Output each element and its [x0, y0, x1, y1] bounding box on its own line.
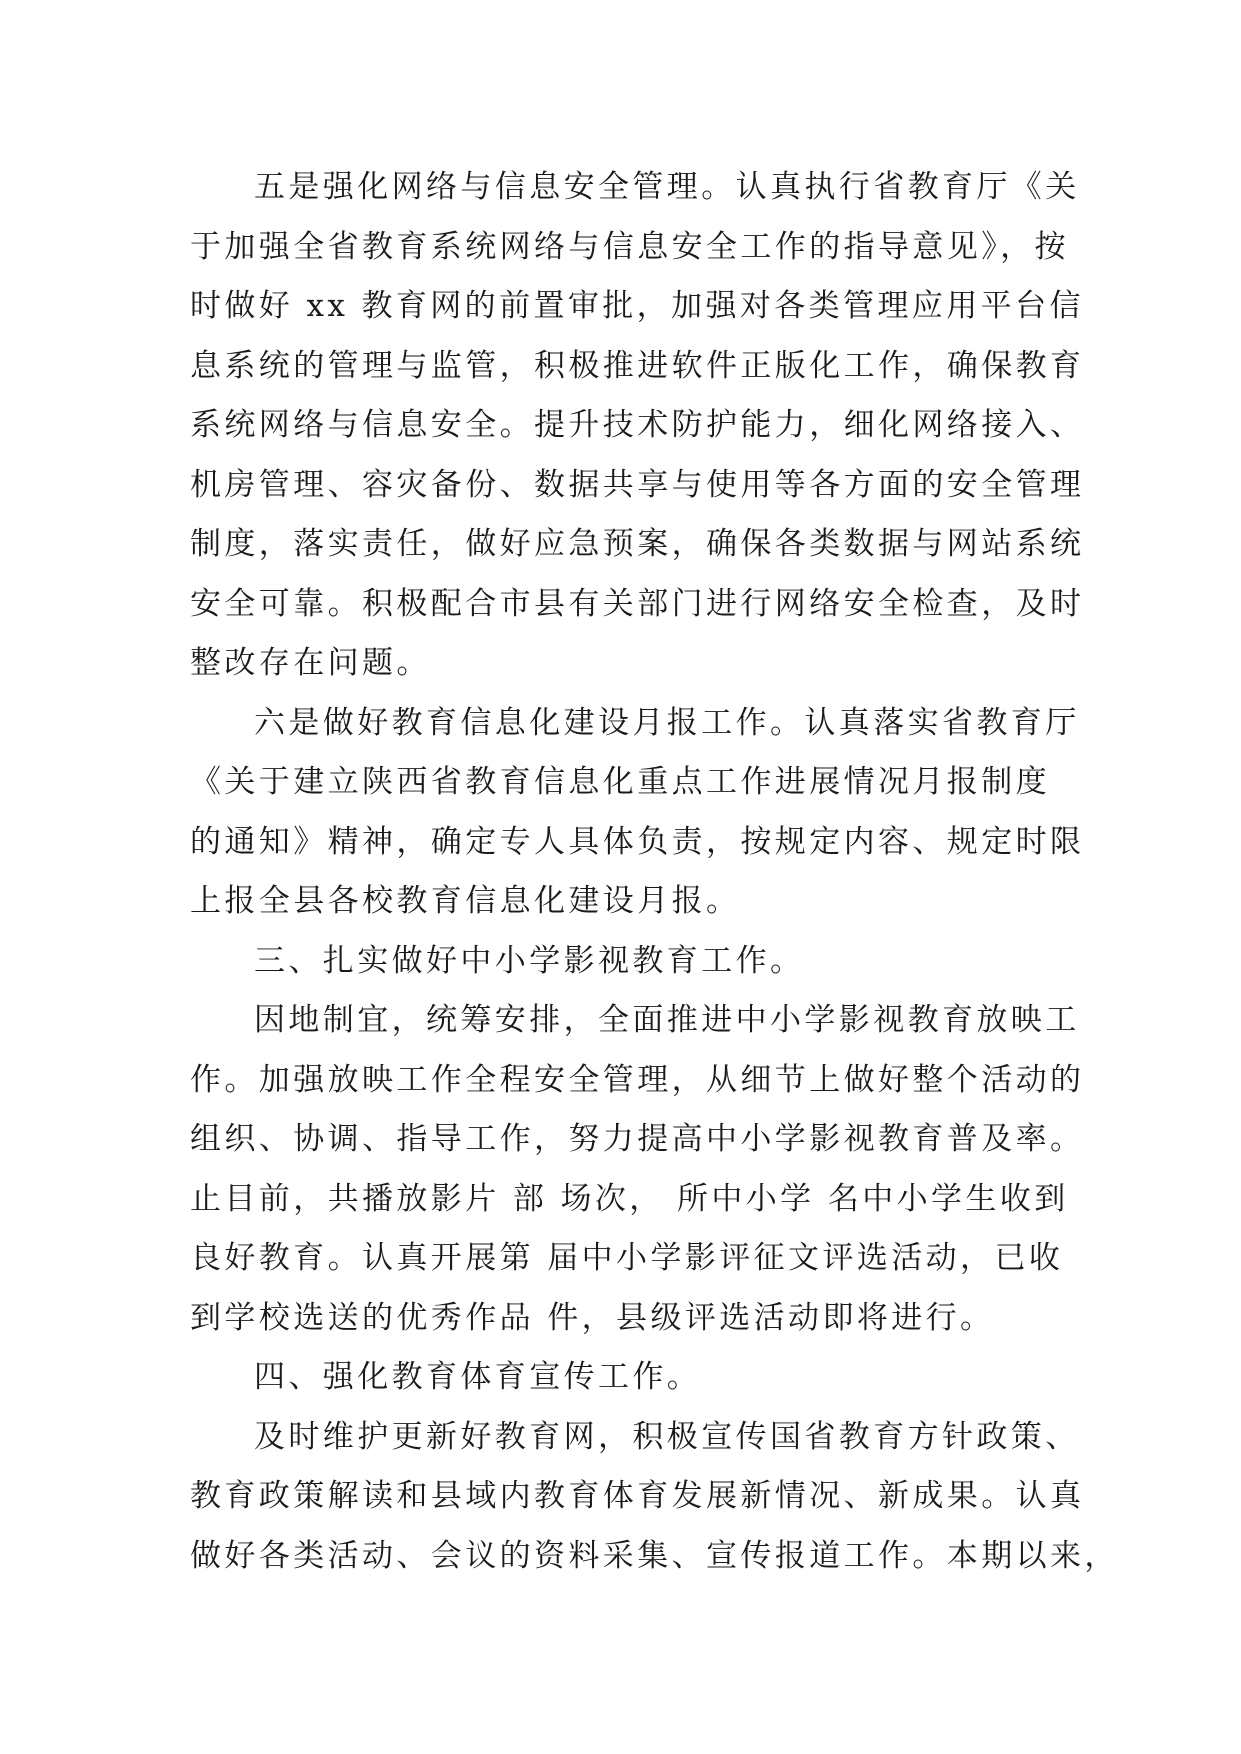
text-line: 机房管理、容灾备份、数据共享与使用等各方面的安全管理	[190, 466, 1085, 503]
text-line: 教育政策解读和县域内教育体育发展新情况、新成果。认真	[190, 1478, 1085, 1514]
text-line: 时做好 xx 教育网的前置审批，加强对各类管理应用平台信	[190, 288, 1084, 324]
text-line: 系统网络与信息安全。提升技术防护能力，细化网络接入、	[190, 407, 1085, 443]
text-line: 组织、协调、指导工作，努力提高中小学影视教育普及率。	[190, 1121, 1085, 1157]
text-line: 制度，落实责任，做好应急预案，确保各类数据与网站系统	[190, 526, 1085, 562]
text-line: 因地制宜，统筹安排，全面推进中小学影视教育放映工	[254, 1002, 1080, 1038]
text-line: 良好教育。认真开展第 届中小学影评征文评选活动，已收	[190, 1240, 1064, 1276]
text-line: 息系统的管理与监管，积极推进软件正版化工作，确保教育	[190, 347, 1085, 384]
text-line: 于加强全省教育系统网络与信息安全工作的指导意见》，按	[190, 228, 1069, 265]
text-line: 《关于建立陕西省教育信息化重点工作进展情况月报制度	[190, 764, 1050, 800]
text-line: 整改存在问题。	[190, 645, 431, 681]
document-body	[190, 158, 1119, 1586]
text-line: 做好各类活动、会议的资料采集、宣传报道工作。本期以来，	[190, 1537, 1119, 1574]
text-line: 作。加强放映工作全程安全管理，从细节上做好整个活动的	[190, 1061, 1085, 1098]
text-line: 上报全县各校教育信息化建设月报。	[190, 883, 741, 919]
text-line: 止目前，共播放影片 部 场次， 所中小学 名中小学生收到	[190, 1180, 1069, 1217]
text-line: 及时维护更新好教育网，积极宣传国省教育方针政策、	[254, 1418, 1080, 1455]
text-line: 五是强化网络与信息安全管理。认真执行省教育厅《关	[254, 169, 1080, 205]
text-line: 六是做好教育信息化建设月报工作。认真落实省教育厅	[254, 704, 1080, 741]
text-line: 到学校选送的优秀作品 件，县级评选活动即将进行。	[190, 1299, 995, 1336]
text-line: 安全可靠。积极配合市县有关部门进行网络安全检查，及时	[190, 585, 1085, 622]
text-line: 四、强化教育体育宣传工作。	[254, 1359, 702, 1395]
text-line: 三、扎实做好中小学影视教育工作。	[254, 942, 805, 979]
text-line: 的通知》精神，确定专人具体负责，按规定内容、规定时限	[190, 823, 1085, 860]
